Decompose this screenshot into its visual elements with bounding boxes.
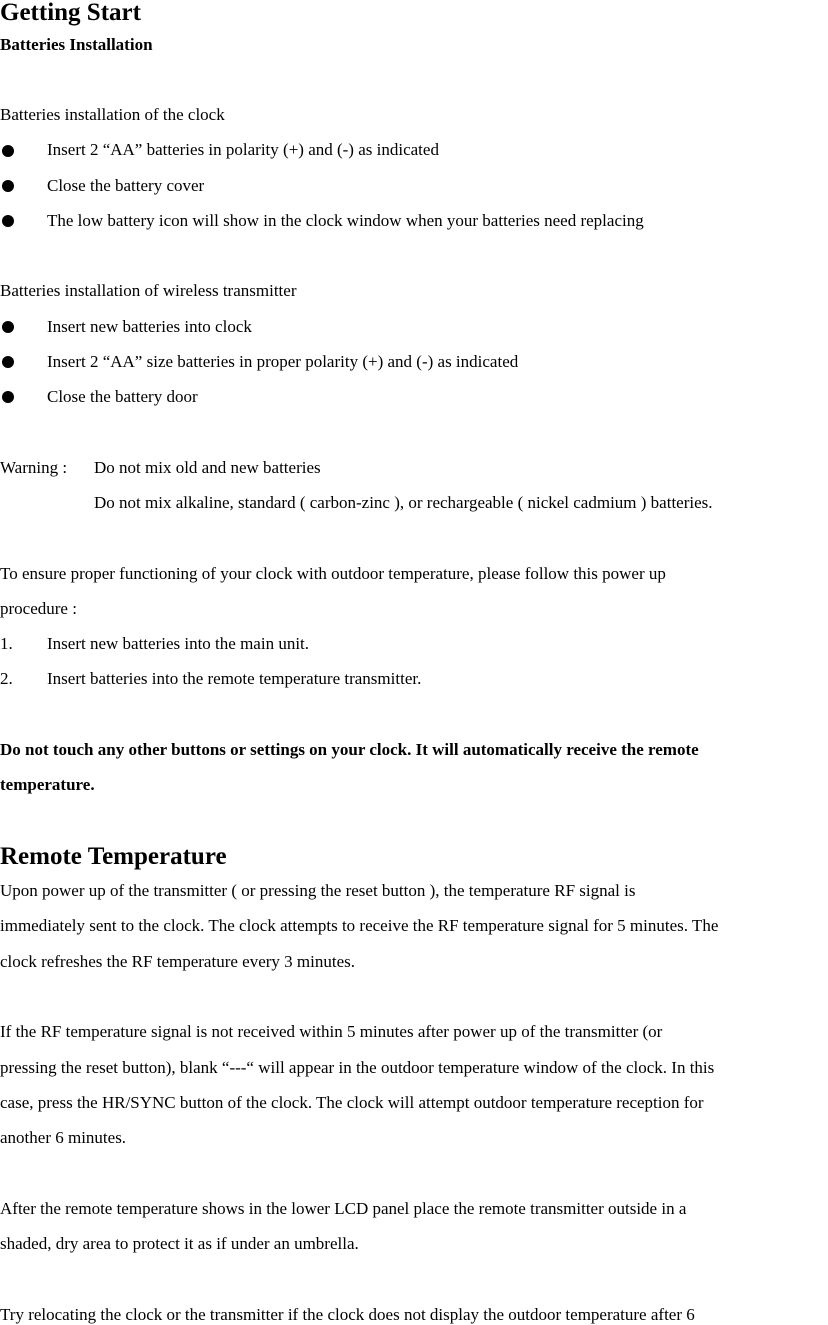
step-number: 1.	[0, 634, 13, 653]
paragraph-line: clock refreshes the RF temperature every 3 minutes.	[0, 952, 355, 971]
heading-remote-temperature: Remote Temperature	[0, 843, 227, 870]
bullet-icon	[2, 391, 14, 403]
paragraph-line: shaded, dry area to protect it as if under an umbrella.	[0, 1234, 359, 1253]
clock-batteries-title: Batteries installation of the clock	[0, 105, 225, 124]
paragraph-line: another 6 minutes.	[0, 1128, 127, 1147]
warning-line: Do not mix old and new batteries	[94, 458, 321, 477]
paragraph-line: case, press the HR/SYNC button of the clock. The clock will attempt outdoor temperature reception for	[0, 1093, 704, 1112]
power-up-notice: temperature.	[0, 775, 95, 794]
list-item: Insert 2 “AA” size batteries in proper polarity (+) and (-) as indicated	[47, 352, 519, 371]
step-text: Insert new batteries into the main unit.	[47, 634, 310, 653]
bullet-icon	[2, 356, 14, 368]
power-up-intro: To ensure proper functioning of your clock with outdoor temperature, please follow this power up	[0, 564, 666, 583]
list-item: Close the battery door	[47, 387, 198, 406]
paragraph-line: After the remote temperature shows in the lower LCD panel place the remote transmitter outside in a	[0, 1199, 687, 1218]
heading-getting-start: Getting Start	[0, 0, 141, 26]
step-text: Insert batteries into the remote temperature transmitter.	[47, 669, 422, 688]
paragraph-line: If the RF temperature signal is not received within 5 minutes after power up of the transmitter (or	[0, 1022, 663, 1041]
power-up-intro: procedure :	[0, 599, 77, 618]
warning-label: Warning :	[0, 458, 68, 477]
bullet-icon	[2, 145, 14, 157]
paragraph-line: immediately sent to the clock. The clock attempts to receive the RF temperature signal for 5 minutes. The	[0, 916, 719, 935]
step-number: 2.	[0, 669, 13, 688]
transmitter-batteries-title: Batteries installation of wireless transmitter	[0, 281, 297, 300]
bullet-icon	[2, 321, 14, 333]
list-item: Insert new batteries into clock	[47, 317, 252, 336]
list-item: The low battery icon will show in the clock window when your batteries need replacing	[47, 211, 644, 230]
paragraph-line: Try relocating the clock or the transmitter if the clock does not display the outdoor temperature after 6	[0, 1305, 695, 1324]
paragraph-line: pressing the reset button), blank “---“ will appear in the outdoor temperature window of the clock. In this	[0, 1058, 715, 1077]
bullet-icon	[2, 215, 14, 227]
list-item: Insert 2 “AA” batteries in polarity (+) and (-) as indicated	[47, 140, 439, 159]
warning-line: Do not mix alkaline, standard ( carbon-zinc ), or rechargeable ( nickel cadmium ) batteries.	[94, 493, 713, 512]
heading-batteries-installation: Batteries Installation	[0, 35, 153, 54]
power-up-notice: Do not touch any other buttons or settings on your clock. It will automatically receive the remote	[0, 740, 699, 759]
bullet-icon	[2, 180, 14, 192]
list-item: Close the battery cover	[47, 176, 205, 195]
paragraph-line: Upon power up of the transmitter ( or pressing the reset button ), the temperature RF signal is	[0, 881, 636, 900]
